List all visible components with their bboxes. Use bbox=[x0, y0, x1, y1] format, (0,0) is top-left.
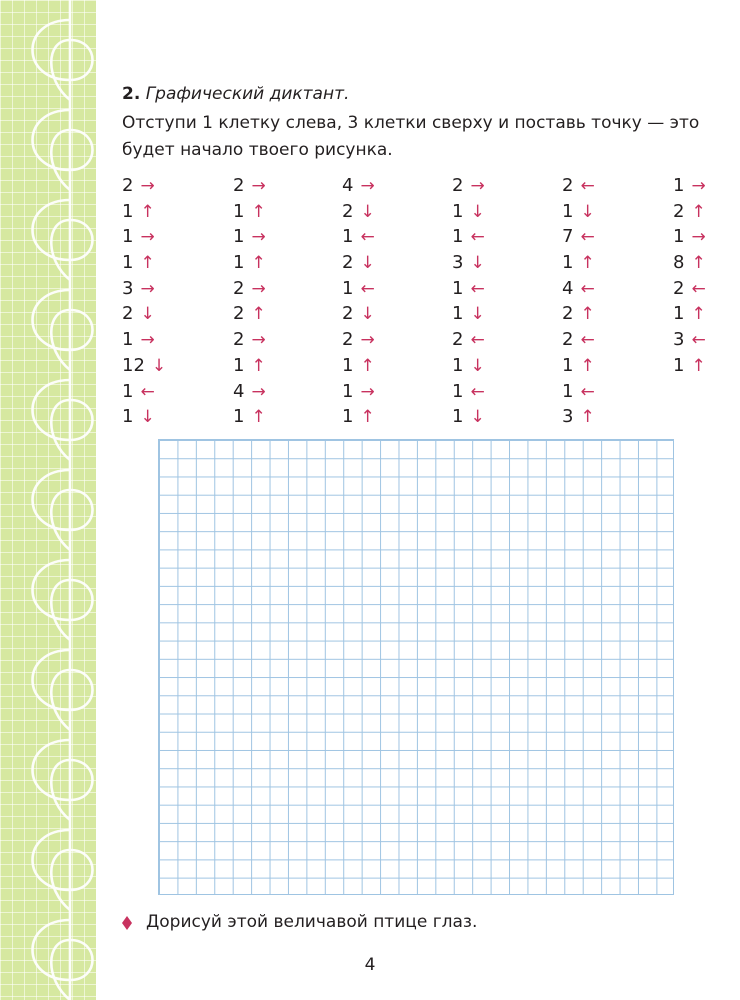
diamond-bullet-icon bbox=[122, 916, 132, 930]
step-count: 2 bbox=[562, 329, 574, 351]
dictation-step bbox=[452, 276, 532, 302]
dictation-step bbox=[122, 327, 202, 353]
step-count: 2 bbox=[342, 200, 354, 222]
dictation-step bbox=[122, 276, 202, 302]
step-count: 1 bbox=[452, 200, 464, 222]
decorative-sidebar bbox=[0, 0, 96, 1000]
step-direction-icon: → bbox=[140, 176, 155, 196]
step-direction-icon: → bbox=[360, 381, 375, 402]
step-count: 1 bbox=[673, 226, 685, 248]
step-direction-icon: → bbox=[691, 227, 706, 248]
step-direction-icon: ← bbox=[470, 330, 485, 351]
step-count: 1 bbox=[233, 226, 245, 248]
step-count: 2 bbox=[673, 277, 685, 299]
step-direction-icon: ↑ bbox=[580, 355, 595, 376]
dictation-step bbox=[452, 199, 532, 225]
dictation-step bbox=[452, 327, 532, 353]
dictation-step bbox=[673, 224, 740, 250]
step-direction-icon: ↓ bbox=[470, 253, 485, 274]
dictation-step bbox=[342, 276, 422, 302]
step-count: 1 bbox=[233, 200, 245, 222]
dictation-step bbox=[342, 327, 422, 353]
step-direction-icon: ↑ bbox=[580, 253, 595, 274]
step-count: 1 bbox=[673, 303, 685, 325]
step-count: 2 bbox=[673, 200, 685, 222]
dictation-step bbox=[673, 301, 740, 327]
dictation-step bbox=[342, 353, 422, 379]
step-direction-icon: → bbox=[470, 176, 485, 196]
step-direction-icon: ↑ bbox=[360, 355, 375, 376]
dictation-step bbox=[233, 404, 313, 430]
step-count: 2 bbox=[562, 175, 574, 196]
step-direction-icon: → bbox=[251, 176, 266, 196]
step-count: 8 bbox=[673, 252, 685, 274]
drawing-grid[interactable] bbox=[158, 439, 674, 895]
step-direction-icon: → bbox=[140, 227, 155, 248]
step-direction-icon: ↑ bbox=[691, 355, 706, 376]
dictation-column bbox=[122, 173, 202, 430]
step-count: 1 bbox=[342, 380, 354, 402]
dictation-step bbox=[452, 224, 532, 250]
dictation-column bbox=[452, 173, 532, 430]
step-direction-icon: → bbox=[251, 227, 266, 248]
step-direction-icon: ↓ bbox=[470, 407, 485, 428]
step-count: 3 bbox=[562, 406, 574, 428]
step-count: 1 bbox=[562, 354, 574, 376]
dictation-step bbox=[122, 224, 202, 250]
dictation-step bbox=[233, 224, 313, 250]
step-count: 1 bbox=[562, 380, 574, 402]
step-direction-icon: → bbox=[251, 278, 266, 299]
task-number: 2. bbox=[122, 84, 141, 104]
dictation-step bbox=[122, 173, 202, 199]
footnote-text: Дорисуй этой величавой птице глаз. bbox=[146, 912, 478, 932]
step-count: 1 bbox=[233, 252, 245, 274]
step-direction-icon: ← bbox=[140, 381, 155, 402]
step-direction-icon: ↓ bbox=[470, 355, 485, 376]
step-count: 2 bbox=[562, 303, 574, 325]
step-direction-icon: → bbox=[251, 381, 266, 402]
step-direction-icon: ↑ bbox=[580, 304, 595, 325]
step-count: 3 bbox=[452, 252, 464, 274]
dictation-step bbox=[673, 276, 740, 302]
dictation-step bbox=[342, 250, 422, 276]
dictation-step bbox=[342, 199, 422, 225]
step-count: 1 bbox=[452, 303, 464, 325]
step-direction-icon: ↑ bbox=[691, 253, 706, 274]
step-count: 3 bbox=[673, 329, 685, 351]
step-count: 1 bbox=[122, 406, 134, 428]
step-count: 2 bbox=[233, 329, 245, 351]
step-count: 1 bbox=[342, 226, 354, 248]
step-count: 2 bbox=[342, 252, 354, 274]
step-direction-icon: ← bbox=[470, 278, 485, 299]
step-direction-icon: ← bbox=[691, 330, 706, 351]
dictation-step bbox=[233, 327, 313, 353]
dictation-step bbox=[562, 173, 642, 199]
task-instruction: Отступи 1 клетку слева, 3 клетки сверху и поставь точку — это будет начало твоего рисунка. bbox=[122, 113, 700, 160]
dictation-step bbox=[233, 276, 313, 302]
step-direction-icon: → bbox=[691, 176, 706, 196]
dictation-step bbox=[562, 301, 642, 327]
dictation-step bbox=[122, 301, 202, 327]
dictation-step bbox=[562, 250, 642, 276]
dictation-step bbox=[673, 199, 740, 225]
step-direction-icon: ← bbox=[360, 227, 375, 248]
step-count: 1 bbox=[452, 226, 464, 248]
dictation-step bbox=[562, 379, 642, 405]
step-count: 3 bbox=[122, 277, 134, 299]
step-count: 1 bbox=[452, 406, 464, 428]
dictation-step bbox=[673, 353, 740, 379]
dictation-step bbox=[233, 199, 313, 225]
step-count: 4 bbox=[562, 277, 574, 299]
step-direction-icon: ↑ bbox=[580, 407, 595, 428]
step-direction-icon: ↑ bbox=[691, 201, 706, 222]
step-count: 1 bbox=[233, 406, 245, 428]
dictation-step bbox=[233, 301, 313, 327]
step-direction-icon: ↓ bbox=[360, 201, 375, 222]
dictation-step bbox=[233, 250, 313, 276]
step-direction-icon: ↓ bbox=[580, 201, 595, 222]
step-direction-icon: ↓ bbox=[140, 304, 155, 325]
step-direction-icon: ↑ bbox=[140, 201, 155, 222]
step-count: 12 bbox=[122, 354, 145, 376]
step-count: 1 bbox=[673, 175, 685, 196]
step-count: 2 bbox=[122, 175, 134, 196]
step-count: 1 bbox=[233, 354, 245, 376]
step-count: 1 bbox=[122, 329, 134, 351]
step-count: 1 bbox=[122, 252, 134, 274]
task-title: Графический диктант. bbox=[145, 84, 350, 104]
loop-ornament-icon bbox=[0, 0, 96, 1000]
task-heading bbox=[122, 84, 349, 104]
step-count: 1 bbox=[342, 354, 354, 376]
dictation-step bbox=[673, 173, 740, 199]
step-direction-icon: ↑ bbox=[691, 304, 706, 325]
step-count: 2 bbox=[233, 175, 245, 196]
dictation-step bbox=[452, 301, 532, 327]
step-count: 1 bbox=[452, 354, 464, 376]
dictation-column bbox=[342, 173, 422, 430]
dictation-step bbox=[562, 276, 642, 302]
step-count: 7 bbox=[562, 226, 574, 248]
dictation-step bbox=[562, 224, 642, 250]
step-direction-icon: ↑ bbox=[360, 407, 375, 428]
step-direction-icon: ↓ bbox=[360, 253, 375, 274]
step-count: 2 bbox=[342, 303, 354, 325]
dictation-column bbox=[562, 173, 642, 430]
step-direction-icon: ↓ bbox=[470, 201, 485, 222]
step-direction-icon: ↑ bbox=[251, 304, 266, 325]
step-direction-icon: ↓ bbox=[360, 304, 375, 325]
dictation-step bbox=[122, 379, 202, 405]
step-direction-icon: ↓ bbox=[140, 407, 155, 428]
step-count: 1 bbox=[673, 354, 685, 376]
step-count: 1 bbox=[342, 406, 354, 428]
step-count: 2 bbox=[233, 277, 245, 299]
step-direction-icon: ↑ bbox=[251, 407, 266, 428]
step-count: 1 bbox=[122, 226, 134, 248]
step-count: 2 bbox=[122, 303, 134, 325]
step-direction-icon: ← bbox=[360, 278, 375, 299]
dictation-column bbox=[233, 173, 313, 430]
dictation-step bbox=[673, 327, 740, 353]
step-direction-icon: ← bbox=[580, 330, 595, 351]
dictation-step bbox=[562, 327, 642, 353]
dictation-step bbox=[122, 404, 202, 430]
step-direction-icon: ↓ bbox=[151, 355, 167, 376]
step-direction-icon: ← bbox=[470, 381, 485, 402]
dictation-step bbox=[233, 353, 313, 379]
step-count: 1 bbox=[562, 200, 574, 222]
step-count: 2 bbox=[452, 175, 464, 196]
step-direction-icon: → bbox=[360, 330, 375, 351]
step-count: 1 bbox=[452, 380, 464, 402]
dictation-step bbox=[562, 353, 642, 379]
dictation-step bbox=[562, 404, 642, 430]
dictation-step bbox=[562, 199, 642, 225]
dictation-step bbox=[452, 353, 532, 379]
dictation-column bbox=[673, 173, 740, 379]
dictation-step bbox=[342, 173, 422, 199]
step-direction-icon: → bbox=[140, 278, 155, 299]
step-direction-icon: ← bbox=[580, 381, 595, 402]
step-direction-icon: ← bbox=[470, 227, 485, 248]
page-number: 4 bbox=[364, 955, 376, 975]
dictation-step bbox=[233, 379, 313, 405]
dictation-step bbox=[342, 379, 422, 405]
dictation-step bbox=[673, 250, 740, 276]
step-count: 4 bbox=[342, 175, 354, 196]
dictation-step bbox=[122, 250, 202, 276]
dictation-step bbox=[233, 173, 313, 199]
dictation-step bbox=[452, 404, 532, 430]
dictation-step bbox=[452, 173, 532, 199]
step-direction-icon: ↑ bbox=[140, 253, 155, 274]
step-count: 2 bbox=[233, 303, 245, 325]
step-direction-icon: → bbox=[360, 176, 375, 196]
dictation-step bbox=[342, 224, 422, 250]
dictation-step bbox=[452, 250, 532, 276]
step-count: 1 bbox=[342, 277, 354, 299]
dictation-step bbox=[342, 301, 422, 327]
step-direction-icon: ↑ bbox=[251, 201, 266, 222]
step-count: 4 bbox=[233, 380, 245, 402]
dictation-step bbox=[122, 353, 202, 379]
step-direction-icon: → bbox=[251, 330, 266, 351]
dictation-step bbox=[122, 199, 202, 225]
step-direction-icon: ↓ bbox=[470, 304, 485, 325]
step-direction-icon: ← bbox=[691, 278, 706, 299]
dictation-step bbox=[342, 404, 422, 430]
step-direction-icon: ← bbox=[580, 278, 595, 299]
step-direction-icon: ← bbox=[580, 227, 595, 248]
step-count: 1 bbox=[122, 380, 134, 402]
step-count: 2 bbox=[342, 329, 354, 351]
step-direction-icon: ↑ bbox=[251, 253, 266, 274]
step-count: 1 bbox=[452, 277, 464, 299]
step-count: 1 bbox=[562, 252, 574, 274]
step-count: 1 bbox=[122, 200, 134, 222]
dictation-step bbox=[452, 379, 532, 405]
step-direction-icon: → bbox=[140, 330, 155, 351]
step-direction-icon: ← bbox=[580, 176, 595, 196]
step-direction-icon: ↑ bbox=[251, 355, 266, 376]
step-count: 2 bbox=[452, 329, 464, 351]
